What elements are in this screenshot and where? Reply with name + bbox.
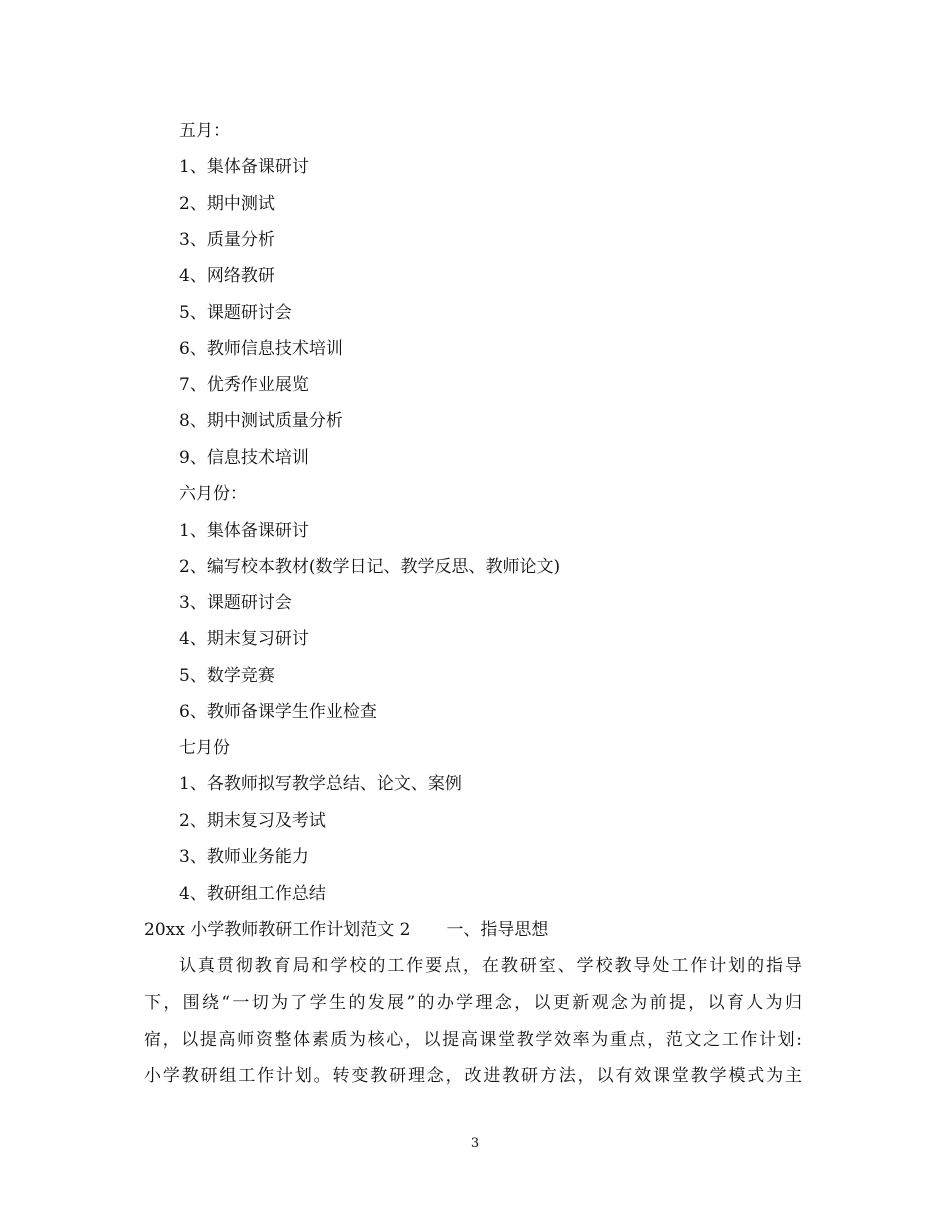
paragraph-line: 小学教研组工作计划。转变教研理念，改进教研方法，以有效课堂教学模式为主 (144, 1066, 802, 1086)
section-title: 20xx 小学教师教研工作计划范文 2 (144, 920, 411, 940)
list-item: 3、质量分析 (179, 230, 275, 250)
list-item: 7、优秀作业展览 (179, 375, 309, 395)
list-item: 5、课题研讨会 (179, 303, 292, 323)
list-item: 8、期中测试质量分析 (179, 411, 343, 431)
section-subheading: 一、指导思想 (446, 920, 549, 940)
list-item: 3、教师业务能力 (179, 847, 309, 867)
page-number: 3 (470, 1136, 480, 1151)
list-item: 4、网络教研 (179, 266, 275, 286)
list-item: 6、教师备课学生作业检查 (179, 702, 377, 722)
section-title-line (144, 919, 548, 941)
list-item: 6、教师信息技术培训 (179, 339, 343, 359)
paragraph-line: 认真贯彻教育局和学校的工作要点，在教研室、学校教导处工作计划的指导 (179, 956, 802, 976)
list-item: 1、集体备课研讨 (179, 521, 309, 541)
paragraph-line: 宿，以提高师资整体素质为核心，以提高课堂教学效率为重点，范文之工作计划: (144, 1030, 802, 1050)
list-item: 3、课题研讨会 (179, 593, 292, 613)
june-heading: 六月份： (179, 484, 247, 504)
list-item: 4、教研组工作总结 (179, 884, 326, 904)
list-item: 4、期末复习研讨 (179, 629, 309, 649)
list-item: 9、信息技术培训 (179, 448, 309, 468)
paragraph-line: 下，围绕“一切为了学生的发展”的办学理念，以更新观念为前提，以育人为归 (144, 993, 802, 1013)
may-heading: 五月： (179, 121, 230, 141)
list-item: 1、各教师拟写教学总结、论文、案例 (179, 774, 462, 794)
list-item: 2、编写校本教材(数学日记、教学反思、教师论文) (179, 557, 561, 577)
list-item: 5、数学竞赛 (179, 666, 275, 686)
list-item: 2、期末复习及考试 (179, 811, 326, 831)
july-heading: 七月份 (179, 738, 230, 758)
list-item: 1、集体备课研讨 (179, 157, 309, 177)
list-item: 2、期中测试 (179, 194, 275, 214)
